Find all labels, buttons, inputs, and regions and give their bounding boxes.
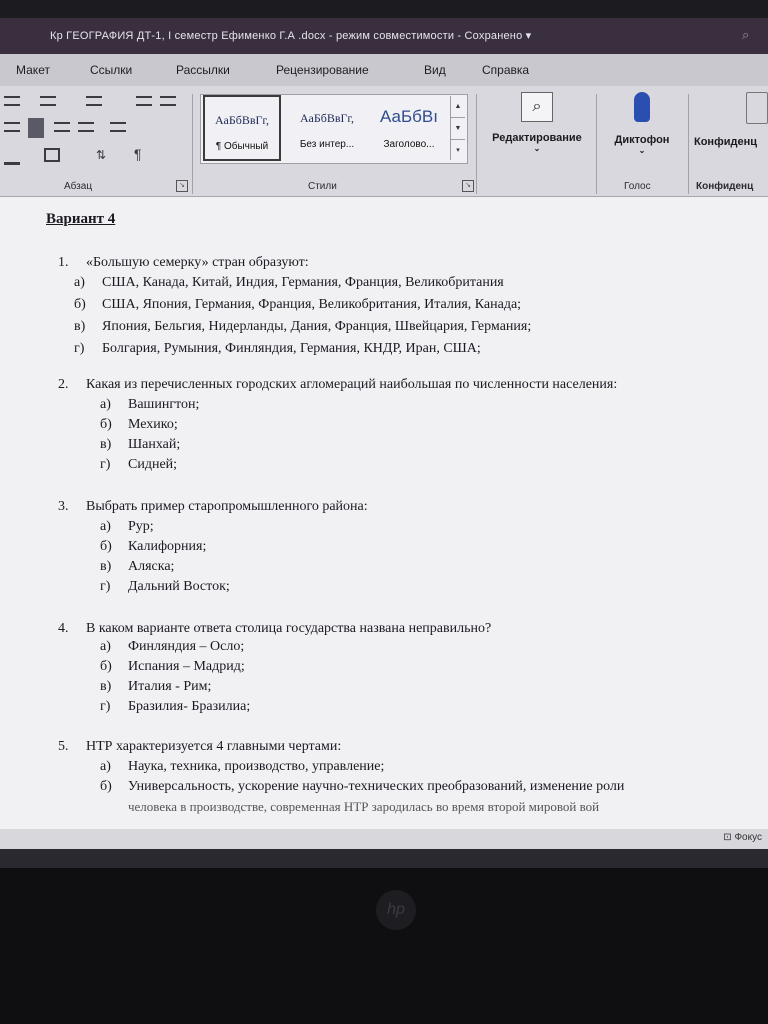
divider xyxy=(192,94,193,194)
divider xyxy=(688,94,689,194)
align-right-icon[interactable] xyxy=(54,122,70,132)
option-text: Калифорния; xyxy=(128,539,207,554)
option-text: Вашингтон; xyxy=(128,397,200,412)
option-text: США, Япония, Германия, Франция, Великобритания, Италия, Канада; xyxy=(102,297,522,312)
option-letter: а) xyxy=(74,275,85,290)
question-number: 5. xyxy=(58,739,69,754)
answer-option xyxy=(100,679,211,695)
menu-bar xyxy=(0,54,768,86)
style-sample: АаБбВı xyxy=(380,107,438,126)
search-icon[interactable]: ⌕ xyxy=(742,27,750,42)
answer-option xyxy=(100,519,154,535)
sensitivity-label: Конфиденц xyxy=(694,136,757,148)
option-text: Болгария, Румыния, Финляндия, Германия, КНДР, Иран, США; xyxy=(102,341,481,356)
option-text: Япония, Бельгия, Нидерланды, Дания, Франция, Швейцария, Германия; xyxy=(102,319,532,334)
menu-review[interactable]: Рецензирование xyxy=(276,63,369,77)
document-title: Кр ГЕОГРАФИЯ ДТ-1, I семестр Ефименко Г.А .docx - режим совместимости - Сохранено ▾ xyxy=(50,30,532,42)
focus-label: Фокус xyxy=(734,832,762,843)
focus-icon: ⊡ xyxy=(723,832,735,843)
chevron-down-icon[interactable]: ▼ xyxy=(451,118,465,140)
option-letter: б) xyxy=(100,539,112,554)
numbering-icon[interactable] xyxy=(40,96,56,106)
more-styles-icon[interactable]: ▾ xyxy=(456,147,460,154)
menu-layout[interactable]: Макет xyxy=(16,63,50,77)
voice-group-label: Голос xyxy=(624,181,651,192)
answer-option xyxy=(100,699,250,715)
cut-off-line: человека в производстве, современная НТР зародилась во время второй мировой вой xyxy=(128,799,600,814)
option-text: Бразилия- Бразилиа; xyxy=(128,699,251,714)
option-letter: г) xyxy=(100,457,111,472)
shading-icon[interactable] xyxy=(4,148,20,165)
styles-launcher-icon[interactable]: ↘ xyxy=(462,180,474,192)
option-letter: в) xyxy=(100,679,112,694)
focus-mode-button[interactable] xyxy=(723,832,762,843)
shield-icon xyxy=(746,92,768,124)
align-left-icon[interactable] xyxy=(4,122,20,132)
option-letter: а) xyxy=(100,639,111,654)
option-text: Аляска; xyxy=(128,559,175,574)
styles-scroll[interactable] xyxy=(450,96,465,160)
menu-mailings[interactable]: Рассылки xyxy=(176,63,230,77)
option-text: Финляндия – Осло; xyxy=(128,639,245,654)
answer-option xyxy=(100,779,624,795)
option-text: Дальний Восток; xyxy=(128,579,230,594)
question-text: «Большую семерку» стран образуют: xyxy=(86,255,309,270)
option-letter: б) xyxy=(100,659,112,674)
style-heading[interactable] xyxy=(369,95,449,161)
option-letter: б) xyxy=(74,297,86,312)
answer-option xyxy=(100,579,230,595)
styles-group-label: Стили xyxy=(308,181,337,192)
answer-option xyxy=(100,759,384,775)
sensitivity-group-label: Конфиденц xyxy=(696,181,754,192)
question-text: В каком варианте ответа столица государства названа неправильно? xyxy=(86,621,492,636)
answer-option xyxy=(74,297,521,313)
question-4 xyxy=(58,621,491,637)
answer-option xyxy=(100,639,244,655)
pilcrow-icon[interactable]: ¶ xyxy=(134,146,142,162)
question-text: Какая из перечисленных городских агломераций наибольшая по численности населения: xyxy=(86,377,618,392)
menu-view[interactable]: Вид xyxy=(424,63,446,77)
bullets-icon[interactable] xyxy=(4,96,20,106)
style-normal[interactable] xyxy=(203,95,281,161)
question-2 xyxy=(58,377,617,393)
dictate-label: Диктофон xyxy=(614,134,670,146)
question-1 xyxy=(58,255,309,271)
question-text: НТР характеризуется 4 главными чертами: xyxy=(86,739,342,754)
question-number: 1. xyxy=(58,255,69,270)
question-text: Выбрать пример старопромышленного района: xyxy=(86,499,368,514)
hp-logo-icon: hp xyxy=(376,890,416,930)
align-center-icon[interactable] xyxy=(28,118,44,138)
answer-option xyxy=(100,457,177,473)
window-titlebar xyxy=(0,18,768,54)
line-spacing-icon[interactable] xyxy=(110,122,126,132)
chevron-up-icon[interactable]: ▲ xyxy=(451,96,465,118)
document-page[interactable] xyxy=(0,197,768,829)
answer-option xyxy=(74,341,481,357)
chevron-down-icon: ⌄ xyxy=(533,144,541,153)
option-text: Сидней; xyxy=(128,457,178,472)
option-text: США, Канада, Китай, Индия, Германия, Франция, Великобритания xyxy=(102,275,504,290)
justify-icon[interactable] xyxy=(78,122,94,132)
sort-icon[interactable]: ⇅ xyxy=(96,148,107,162)
answer-option xyxy=(100,539,206,555)
option-letter: в) xyxy=(100,437,112,452)
menu-help[interactable]: Справка xyxy=(482,63,530,77)
sensitivity-button[interactable] xyxy=(694,92,768,148)
option-letter: б) xyxy=(100,417,112,432)
microphone-icon xyxy=(634,92,650,122)
multilevel-list-icon[interactable] xyxy=(86,96,102,106)
option-text: Испания – Мадрид; xyxy=(128,659,245,674)
borders-icon[interactable] xyxy=(44,148,60,162)
dictate-button[interactable] xyxy=(604,92,680,155)
option-letter: в) xyxy=(100,559,112,574)
paragraph-launcher-icon[interactable]: ↘ xyxy=(176,180,188,192)
decrease-indent-icon[interactable] xyxy=(136,96,152,106)
option-letter: б) xyxy=(100,779,112,794)
style-sample: АаБбВвГг, xyxy=(214,113,269,127)
editing-label: Редактирование xyxy=(492,132,582,144)
status-bar xyxy=(0,829,768,849)
option-text: Рур; xyxy=(128,519,154,534)
option-letter: г) xyxy=(74,341,85,356)
menu-references[interactable]: Ссылки xyxy=(90,63,133,77)
answer-option xyxy=(100,417,178,433)
variant-heading: Вариант 4 xyxy=(46,211,116,227)
option-text: Италия - Рим; xyxy=(128,679,212,694)
laptop-bezel xyxy=(0,868,768,1024)
answer-option xyxy=(100,659,245,675)
editing-button[interactable] xyxy=(484,92,590,153)
answer-option xyxy=(100,559,174,575)
answer-option xyxy=(100,437,180,453)
styles-gallery xyxy=(200,94,468,164)
option-text: Шанхай; xyxy=(128,437,181,452)
question-3 xyxy=(58,499,368,515)
question-number: 2. xyxy=(58,377,69,392)
option-text: Наука, техника, производство, управление; xyxy=(128,759,385,774)
question-number: 3. xyxy=(58,499,69,514)
option-letter: в) xyxy=(74,319,86,334)
divider xyxy=(476,94,477,194)
chevron-down-icon: ⌄ xyxy=(638,146,646,155)
option-letter: г) xyxy=(100,579,111,594)
option-text: Мехико; xyxy=(128,417,178,432)
option-letter: а) xyxy=(100,519,111,534)
style-name: ¶ Обычный xyxy=(215,141,269,152)
option-text: Универсальность, ускорение научно-технических преобразований, изменение роли xyxy=(128,779,625,794)
increase-indent-icon[interactable] xyxy=(160,96,176,106)
option-letter: г) xyxy=(100,699,111,714)
question-number: 4. xyxy=(58,621,69,636)
search-icon: ⌕ xyxy=(521,92,553,122)
screen-bottom-strip xyxy=(0,849,768,868)
paragraph-group-label: Абзац xyxy=(64,181,93,192)
style-name: Без интер... xyxy=(299,139,355,150)
style-no-spacing[interactable] xyxy=(285,95,369,161)
option-letter: а) xyxy=(100,397,111,412)
divider xyxy=(596,94,597,194)
answer-option xyxy=(74,275,504,291)
answer-option xyxy=(74,319,531,335)
option-letter: а) xyxy=(100,759,111,774)
answer-option xyxy=(100,397,199,413)
style-sample: АаБбВвГг, xyxy=(299,111,354,125)
question-5 xyxy=(58,739,341,755)
style-name: Заголово... xyxy=(383,139,435,150)
